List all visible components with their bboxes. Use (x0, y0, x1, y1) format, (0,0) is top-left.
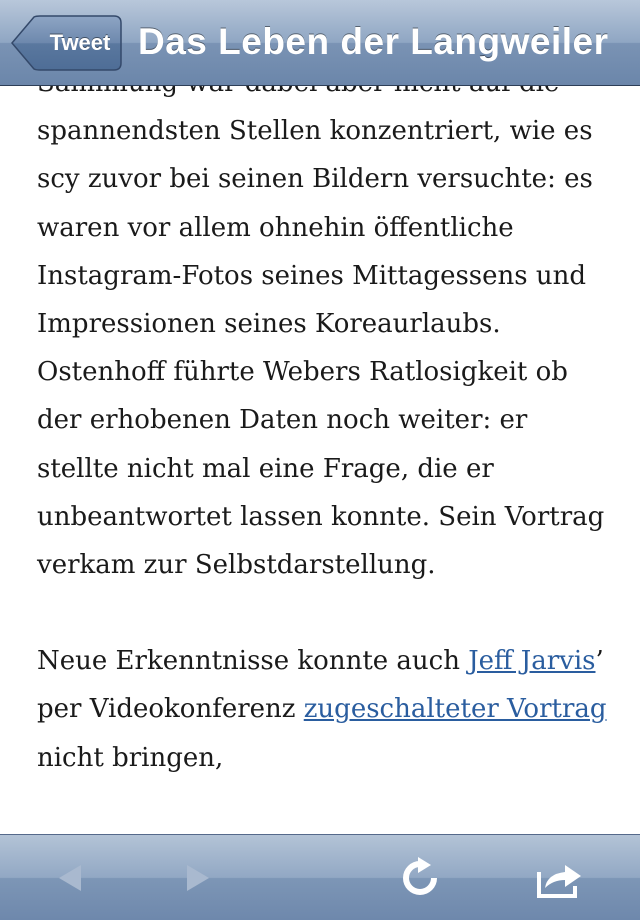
back-arrow-icon[interactable] (30, 835, 110, 921)
paragraph-text: Neue Erkenntnisse konnte auch (37, 646, 469, 677)
paragraph-text: nicht bringen, (37, 742, 224, 773)
back-button-label: Tweet (49, 30, 111, 55)
link-jeff-jarvis[interactable]: Jeff Jarvis (468, 646, 596, 677)
link-zugeschalteter-vortrag[interactable]: zugeschalteter Vortrag (303, 694, 607, 725)
share-icon[interactable] (520, 835, 600, 921)
navigation-bar (0, 0, 640, 86)
article-paragraph: spannendsten Stellen konzentriert, wie es scy zuvor bei seinen Bildern versuchte: es waren vor allem ohnehin öffentliche Instagram-Fotos seines Mittagessens und Impressionen seines Koreaurlaubs. Ostenhoff führte Webers Ratlosigkeit ob der erhobenen Daten noch weiter: er stellte nicht mal eine Frage, die er unbeantwortet lassen konnte. Sein Vortrag verkam zur Selbstdarstellung. (37, 116, 605, 581)
bottom-toolbar (0, 834, 640, 920)
paragraph-text: ’ per Videokonferenz (37, 646, 604, 725)
page-title: Das Leben der Langweiler (138, 21, 609, 62)
article-body (37, 59, 612, 830)
back-button[interactable] (10, 15, 122, 71)
web-content[interactable] (0, 86, 640, 834)
forward-arrow-icon[interactable] (158, 835, 238, 921)
article-paragraph (37, 637, 612, 782)
reload-icon[interactable] (380, 835, 460, 921)
